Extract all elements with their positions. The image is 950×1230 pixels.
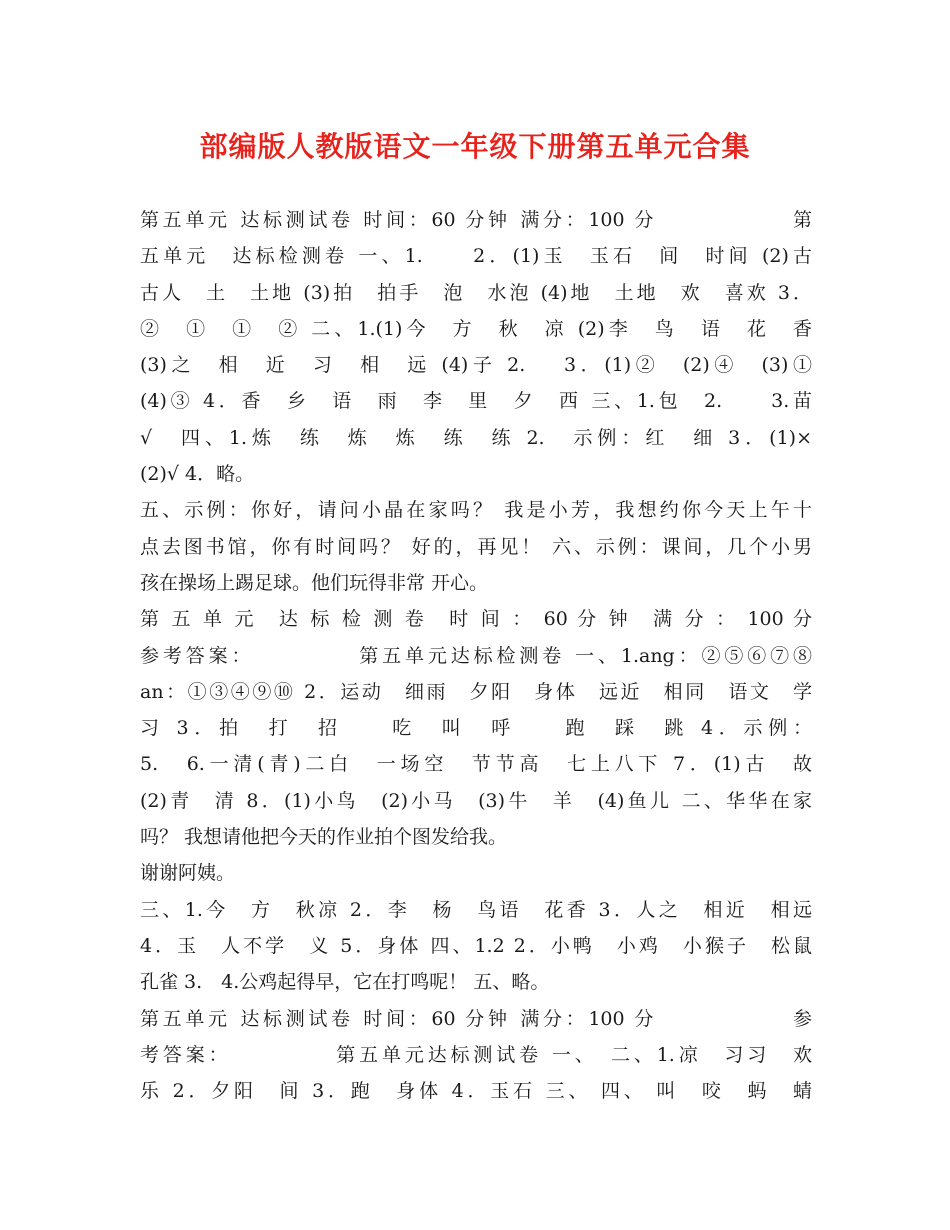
text-line: 5. 6.一清(青)二白 一场空 节节高 七上八下 7．(1)古 故	[140, 753, 812, 776]
text-line: (2)青 清 8．(1)小鸟 (2)小马 (3)牛 羊 (4)鱼儿 二、华华在家	[140, 789, 812, 812]
text-line: 五单元 达标检测卷 一、1. 2．(1)玉 玉石 间 时间 (2)古	[140, 245, 812, 268]
text-line: 三、1.今 方 秋凉 2．李 杨 鸟语 花香 3．人之 相近 相远	[140, 898, 812, 921]
text-line: 4．玉 人不学 义 5．身体 四、1.2 2．小鸭 小鸡 小猴子 松鼠	[140, 934, 812, 957]
text-line: 五、示例：你好，请问小晶在家吗？ 我是小芳，我想约你今天上午十	[140, 499, 812, 522]
text-line: ② ① ① ② 二、1.(1)今 方 秋 凉 (2)李 鸟 语 花 香	[140, 317, 812, 340]
text-line: 谢谢阿姨。	[140, 862, 236, 885]
text-line: 参考答案： 第五单元达标检测卷 一、1.ang：②⑤⑥⑦⑧	[140, 644, 812, 667]
text-line: 乐 2．夕阳 间 3．跑 身体 4．玉石 三、 四、 叫 咬 蚂 蜻	[140, 1080, 812, 1103]
text-line: 第 五 单 元 达 标 检 测 卷 时 间 ： 60 分 钟 满 分 ： 100 分	[140, 608, 812, 631]
text-line: 习 3．拍 打 招 吃 叫 呼 跑 踩 跳 4．示例：	[140, 717, 812, 740]
text-line: 第五单元 达标测试卷 时间：60 分钟 满分：100 分 第	[140, 209, 812, 231]
text-line: 点去图书馆，你有时间吗？ 好的，再见！ 六、示例：课间，几个小男	[140, 535, 812, 558]
text-line: 吗？ 我想请他把今天的作业拍个图发给我。	[140, 826, 508, 849]
text-line: an：①③④⑨⑩ 2．运动 细雨 夕阳 身体 远近 相同 语文 学	[140, 680, 812, 703]
text-line: 孩在操场上踢足球。他们玩得非常 开心。	[140, 571, 489, 594]
text-line: (4)③ 4．香 乡 语 雨 李 里 夕 西 三、1.包 2. 3.苗	[140, 390, 812, 413]
text-line: 考答案： 第五单元达标测试卷 一、 二、1.凉 习习 欢	[140, 1043, 812, 1066]
document-body	[140, 202, 812, 1109]
document-title: 部编版人教版语文一年级下册第五单元合集	[199, 130, 751, 163]
text-line: (3)之 相 近 习 相 远 (4)子 2. 3．(1)② (2)④ (3)①	[140, 354, 812, 377]
text-line: √ 四、1.炼 练 炼 炼 练 练 2. 示例：红 细 3．(1)×	[140, 426, 812, 449]
text-line: 第五单元 达标测试卷 时间：60 分钟 满分：100 分 参	[140, 1007, 812, 1030]
text-line: 古人 土 土地 (3)拍 拍手 泡 水泡 (4)地 土地 欢 喜欢 3．	[140, 281, 812, 304]
text-line: (2)√ 4．略。	[140, 463, 255, 486]
text-line: 孔雀 3. 4.公鸡起得早，它在打鸣呢！ 五、略。	[140, 971, 550, 994]
